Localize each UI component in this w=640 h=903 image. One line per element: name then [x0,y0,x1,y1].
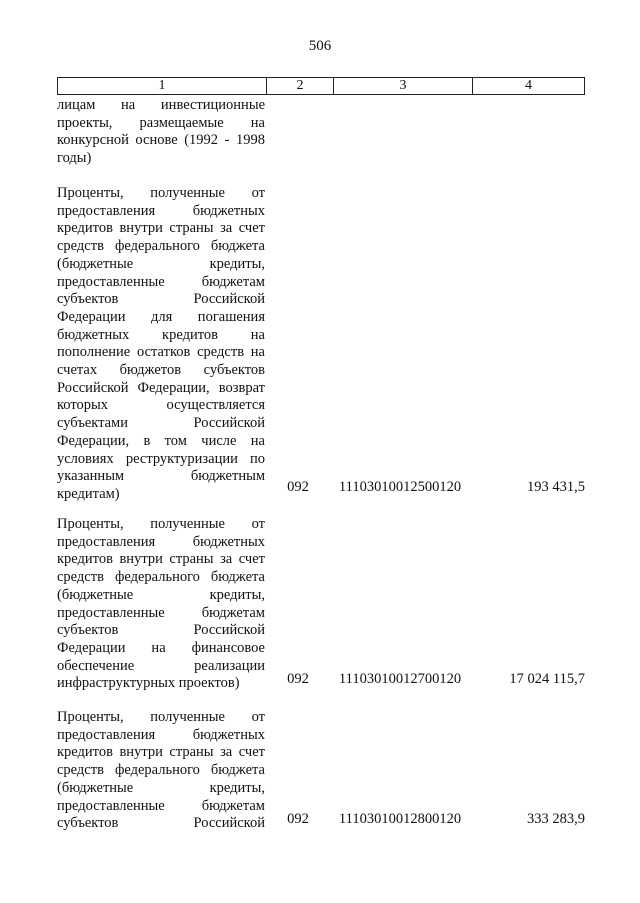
page-number: 506 [308,38,332,54]
row-description: Проценты, полученные от предоставления бюджетных кредитов внутри страны за счет средств федерального бюджета (бюджетные кредиты, предоставленные бюджетам субъектов Российской [57,709,265,832]
row-budget-classification-code: 11103010012700120 [338,671,462,687]
column-header-1: 1 [58,78,267,94]
column-header-3: 3 [334,78,473,94]
row-admin-code: 092 [287,479,309,495]
column-header-4: 4 [525,78,532,93]
row-budget-classification-code: 11103010012500120 [338,479,462,495]
row-admin-code: 092 [287,811,309,827]
row-admin-code: 092 [287,671,309,687]
row-amount: 193 431,5 [527,479,585,495]
row-description: Проценты, полученные от предоставления бюджетных кредитов внутри страны за счет средств федерального бюджета (бюджетные кредиты, предоставленные бюджетам субъектов Российской Федерации для погашения бюджетных кредитов на пополнение остатков средств на счетах бюджетов субъектов Российской Федерации, возврат которых осуществляется субъектами Российской Федерации, в том числе на условиях реструктуризации по указанным бюджетным кредитам) [57,185,265,502]
row-amount: 17 024 115,7 [509,671,585,687]
column-header-2: 2 [267,78,334,94]
row-description: лицам на инвестиционные проекты, размещаемые на конкурсной основе (1992 - 1998 годы) [57,97,265,167]
row-amount: 333 283,9 [527,811,585,827]
row-budget-classification-code: 11103010012800120 [338,811,462,827]
table-header-row [57,77,585,95]
row-description: Проценты, полученные от предоставления бюджетных кредитов внутри страны за счет средств федерального бюджета (бюджетные кредиты, предоставленные бюджетам субъектов Российской Федерации на финансовое обеспечение реализации инфраструктурных проектов) [57,516,265,692]
